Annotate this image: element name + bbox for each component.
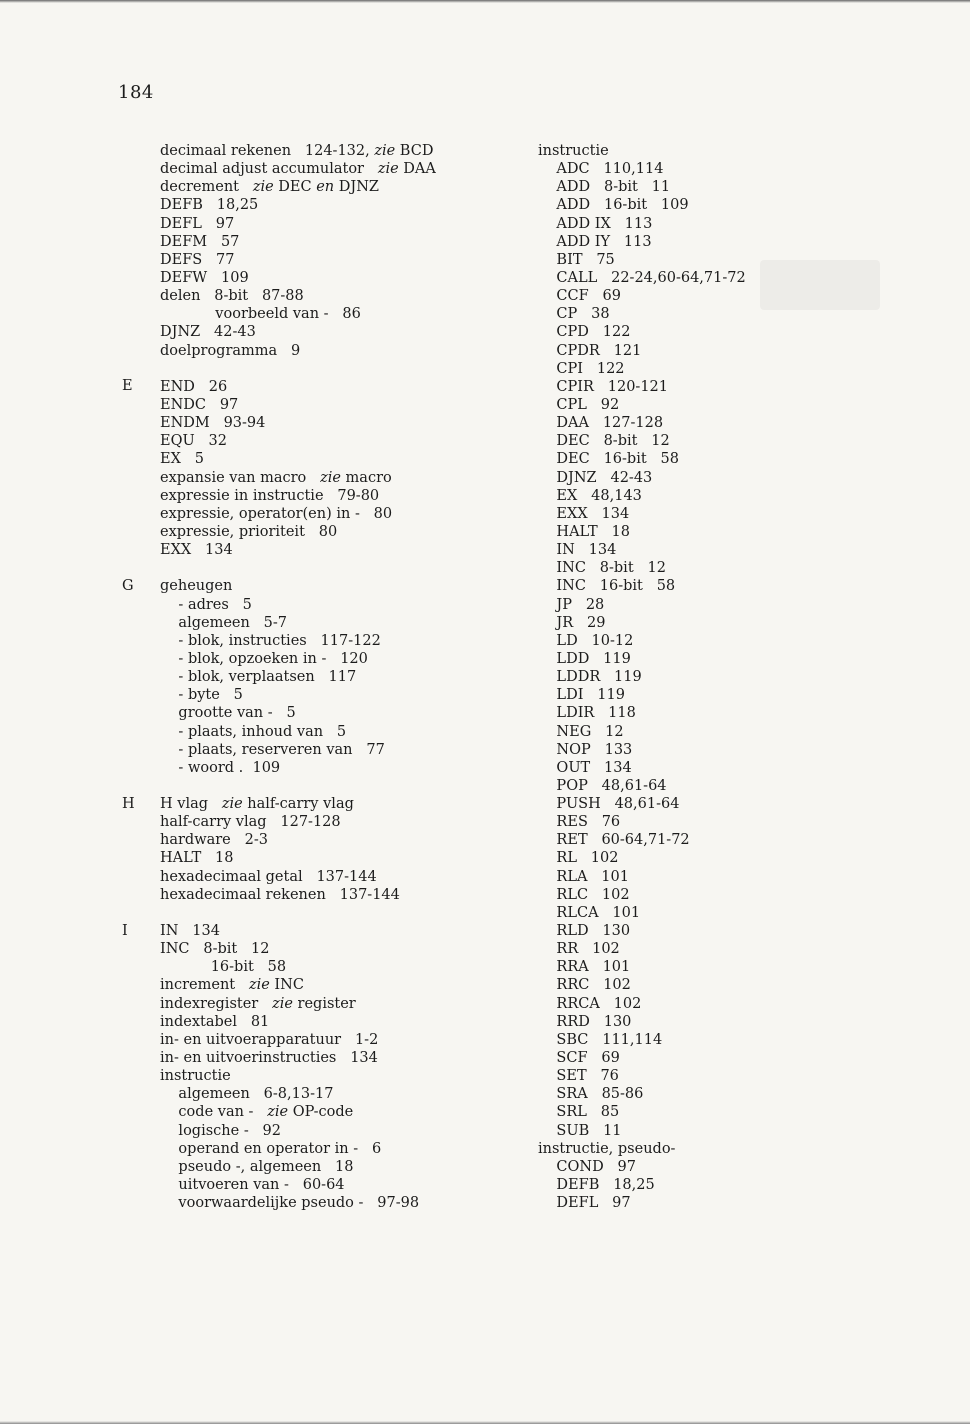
index-entry bbox=[160, 632, 520, 650]
entry-text: decimaal rekenen 124-132, bbox=[160, 143, 375, 159]
entry-text: expansie van macro bbox=[160, 469, 321, 486]
index-entry: DAA 127-128 bbox=[538, 415, 664, 432]
entry-text: - blok, opzoeken in - 120 bbox=[160, 650, 368, 667]
index-column-right bbox=[538, 142, 868, 1212]
entry-text: - plaats, reserveren van 77 bbox=[160, 741, 385, 758]
entry-text: hexadecimaal getal 137-144 bbox=[160, 868, 377, 885]
index-entry: EXX 134 bbox=[538, 505, 630, 522]
index-entry: OUT 134 bbox=[538, 759, 632, 776]
entry-text: BCD bbox=[395, 143, 434, 159]
entry-text: HALT 18 bbox=[160, 850, 234, 867]
index-entry: RRCA 102 bbox=[538, 995, 642, 1012]
index-entry: PUSH 48,61-64 bbox=[538, 796, 680, 813]
index-entry bbox=[160, 614, 520, 632]
index-entry: SRL 85 bbox=[538, 1104, 620, 1121]
index-entry: RL 102 bbox=[538, 850, 619, 867]
entry-text: algemeen 5-7 bbox=[160, 614, 288, 631]
entry-text: - woord . 109 bbox=[160, 759, 281, 776]
entry-text: DEC bbox=[273, 179, 317, 196]
index-entry: ADC 110,114 bbox=[538, 161, 664, 178]
index-entry bbox=[160, 868, 520, 886]
index-entry: instructie, pseudo- bbox=[538, 1140, 676, 1157]
index-entry: SUB 11 bbox=[538, 1122, 622, 1139]
index-entry: INC 16-bit 58 bbox=[538, 578, 676, 595]
entry-text: expressie, prioriteit 80 bbox=[160, 523, 338, 540]
entry-text: ENDM 93-94 bbox=[160, 415, 266, 432]
index-entry: CPIR 120-121 bbox=[538, 378, 669, 395]
index-gap bbox=[160, 360, 520, 378]
section-letter-i: I bbox=[122, 923, 128, 939]
entry-text: expressie, operator(en) in - 80 bbox=[160, 505, 393, 522]
entry-text: increment bbox=[160, 977, 249, 994]
index-entry: HALT 18 bbox=[538, 523, 630, 540]
index-entry bbox=[160, 487, 520, 505]
cross-reference-word: zie bbox=[267, 1104, 289, 1121]
entry-text: algemeen 6-8,13-17 bbox=[160, 1086, 334, 1103]
index-entry bbox=[160, 1049, 520, 1067]
entry-text: 16-bit 58 bbox=[160, 959, 287, 976]
index-entry: CPD 122 bbox=[538, 324, 631, 341]
index-entry: RRA 101 bbox=[538, 959, 631, 976]
index-entry bbox=[160, 849, 520, 867]
entry-text: DJNZ bbox=[334, 179, 379, 196]
entry-text: decimal adjust accumulator bbox=[160, 161, 378, 178]
entry-text: INC 8-bit 12 bbox=[160, 941, 270, 958]
index-entry: DEFB 18,25 bbox=[538, 1177, 655, 1194]
index-entry bbox=[160, 505, 520, 523]
index-entry bbox=[160, 305, 520, 323]
entry-text: EQU 32 bbox=[160, 433, 227, 450]
entry-text: - byte 5 bbox=[160, 687, 243, 704]
entry-text: delen 8-bit 87-88 bbox=[160, 288, 304, 305]
section-letter-h: H bbox=[122, 796, 135, 812]
cross-reference-word: zie bbox=[377, 161, 399, 178]
index-entry bbox=[160, 287, 520, 305]
index-entry bbox=[160, 1067, 520, 1085]
index-entry bbox=[160, 323, 520, 341]
index-entry: NOP 133 bbox=[538, 741, 633, 758]
index-entry bbox=[160, 741, 520, 759]
entry-text: voorbeeld van - 86 bbox=[160, 306, 361, 323]
entry-text: - blok, instructies 117-122 bbox=[160, 632, 381, 649]
index-entry: SCF 69 bbox=[538, 1050, 620, 1067]
entry-text: INC bbox=[269, 977, 304, 994]
index-entry bbox=[160, 958, 520, 976]
index-entry: DEC 8-bit 12 bbox=[538, 433, 670, 450]
entry-text: macro bbox=[340, 469, 392, 486]
entry-text: instructie bbox=[160, 1068, 231, 1085]
entry-text: logische - 92 bbox=[160, 1122, 281, 1139]
entry-text: in- en uitvoerinstructies 134 bbox=[160, 1050, 378, 1067]
index-entry: LDDR 119 bbox=[538, 669, 642, 686]
index-entry bbox=[160, 995, 520, 1013]
cross-reference-word: zie bbox=[252, 179, 274, 196]
index-entry bbox=[160, 1013, 520, 1031]
index-entry bbox=[160, 813, 520, 831]
index-entry bbox=[160, 723, 520, 741]
entry-text: OP-code bbox=[288, 1104, 354, 1121]
index-entry bbox=[160, 414, 520, 432]
entry-text: code van - bbox=[160, 1104, 268, 1121]
entry-text: DEFB 18,25 bbox=[160, 197, 259, 214]
index-entry: IN 134 bbox=[538, 542, 617, 559]
entry-text: hardware 2-3 bbox=[160, 832, 268, 849]
entry-text: H vlag bbox=[160, 796, 222, 813]
entry-text: voorwaardelijke pseudo - 97-98 bbox=[160, 1195, 420, 1212]
index-gap bbox=[160, 777, 520, 795]
index-entry bbox=[160, 650, 520, 668]
index-entry bbox=[160, 1031, 520, 1049]
cross-reference-word: zie bbox=[248, 977, 270, 994]
index-entry bbox=[160, 378, 520, 396]
entry-text: IN 134 bbox=[160, 923, 220, 940]
entry-text: EX 5 bbox=[160, 451, 204, 468]
entry-text: doelprogramma 9 bbox=[160, 342, 301, 359]
section-letter-g: G bbox=[122, 578, 134, 594]
index-entry: EX 48,143 bbox=[538, 487, 642, 504]
index-entry: JP 28 bbox=[538, 596, 605, 613]
index-entry: ADD 8-bit 11 bbox=[538, 179, 671, 196]
index-entry: CPL 92 bbox=[538, 396, 620, 413]
index-entry bbox=[160, 196, 520, 214]
index-entry: COND 97 bbox=[538, 1158, 637, 1175]
index-entry bbox=[160, 668, 520, 686]
cross-reference-word: en bbox=[316, 179, 335, 196]
cross-reference-word: zie bbox=[272, 995, 293, 1012]
index-entry: LDI 119 bbox=[538, 687, 625, 704]
entry-text: indexregister bbox=[160, 995, 273, 1012]
index-entry: DJNZ 42-43 bbox=[538, 469, 653, 486]
index-entry: JR 29 bbox=[538, 614, 606, 631]
index-entry: BIT 75 bbox=[538, 251, 615, 268]
index-entry: RLCA 101 bbox=[538, 904, 641, 921]
index-entry: SET 76 bbox=[538, 1068, 619, 1085]
entry-text: decrement bbox=[160, 179, 253, 196]
entry-text: END 26 bbox=[160, 378, 228, 395]
index-entry bbox=[160, 1103, 520, 1121]
index-entry: RRC 102 bbox=[538, 977, 631, 994]
cross-reference-word: zie bbox=[320, 469, 341, 486]
index-entry bbox=[160, 178, 520, 196]
index-gap bbox=[160, 559, 520, 577]
index-entry: ADD 16-bit 109 bbox=[538, 197, 689, 214]
section-letter-e: E bbox=[122, 378, 133, 394]
index-entry: CP 38 bbox=[538, 306, 610, 323]
index-entry: RET 60-64,71-72 bbox=[538, 832, 690, 849]
index-entry bbox=[160, 1176, 520, 1194]
index-entry: ADD IY 113 bbox=[538, 233, 652, 250]
index-entry bbox=[160, 759, 520, 777]
index-entry bbox=[160, 886, 520, 904]
index-entry: CCF 69 bbox=[538, 288, 621, 305]
cross-reference-word: zie bbox=[221, 796, 243, 813]
entry-text: hexadecimaal rekenen 137-144 bbox=[160, 886, 400, 903]
entry-text: half-carry vlag 127-128 bbox=[160, 814, 341, 831]
entry-text: in- en uitvoerapparatuur 1-2 bbox=[160, 1031, 379, 1048]
index-entry bbox=[160, 940, 520, 958]
entry-text: DJNZ 42-43 bbox=[160, 324, 256, 341]
entry-text: grootte van - 5 bbox=[160, 705, 296, 722]
entry-text: geheugen bbox=[160, 578, 233, 595]
index-entry bbox=[160, 233, 520, 251]
entry-text: expressie in instructie 79-80 bbox=[160, 487, 380, 504]
index-entry bbox=[160, 596, 520, 614]
index-entry bbox=[160, 922, 520, 940]
index-entry: CALL 22-24,60-64,71-72 bbox=[538, 269, 746, 286]
page-number: 184 bbox=[118, 82, 154, 103]
index-entry: CPDR 121 bbox=[538, 342, 642, 359]
entry-text: ENDC 97 bbox=[160, 396, 239, 413]
index-entry bbox=[160, 342, 520, 360]
index-entry bbox=[160, 160, 520, 178]
index-entry bbox=[160, 1122, 520, 1140]
index-entry: DEFL 97 bbox=[538, 1195, 631, 1212]
index-entry: LDIR 118 bbox=[538, 705, 636, 722]
index-column-left bbox=[160, 142, 520, 1212]
index-entry: RLA 101 bbox=[538, 868, 629, 885]
index-entry bbox=[160, 269, 520, 287]
index-entry bbox=[160, 215, 520, 233]
index-entry: RES 76 bbox=[538, 814, 621, 831]
index-entry bbox=[160, 396, 520, 414]
entry-text: DAA bbox=[398, 161, 436, 178]
entry-text: operand en operator in - 6 bbox=[160, 1140, 382, 1157]
index-entry bbox=[160, 523, 520, 541]
index-entry: RR 102 bbox=[538, 941, 620, 958]
cross-reference-word: zie bbox=[374, 143, 396, 159]
entry-text: register bbox=[292, 995, 356, 1012]
entry-text: - plaats, inhoud van 5 bbox=[160, 723, 347, 740]
index-entry: INC 8-bit 12 bbox=[538, 560, 666, 577]
entry-text: DEFW 109 bbox=[160, 269, 249, 286]
index-entry: POP 48,61-64 bbox=[538, 777, 667, 794]
index-entry: SBC 111,114 bbox=[538, 1031, 663, 1048]
index-gap bbox=[160, 904, 520, 922]
entry-text: EXX 134 bbox=[160, 542, 233, 559]
entry-text: DEFS 77 bbox=[160, 251, 235, 268]
index-entry: LDD 119 bbox=[538, 650, 631, 667]
index-entry: RRD 130 bbox=[538, 1013, 632, 1030]
index-entry bbox=[160, 976, 520, 994]
page-top-edge bbox=[0, 0, 970, 3]
entry-text: - adres 5 bbox=[160, 596, 252, 613]
index-entry: ADD IX 113 bbox=[538, 215, 653, 232]
index-entry: instructie bbox=[538, 143, 609, 159]
index-entry bbox=[160, 142, 520, 160]
index-entry bbox=[160, 1140, 520, 1158]
index-entry bbox=[160, 469, 520, 487]
index-entry bbox=[160, 577, 520, 595]
index-entry: SRA 85-86 bbox=[538, 1086, 644, 1103]
index-entry bbox=[160, 1194, 520, 1212]
index-entry bbox=[160, 432, 520, 450]
entry-text: indextabel 81 bbox=[160, 1013, 270, 1030]
index-entry bbox=[160, 1158, 520, 1176]
entry-text: uitvoeren van - 60-64 bbox=[160, 1177, 345, 1194]
index-entry: DEC 16-bit 58 bbox=[538, 451, 679, 468]
entry-text: half-carry vlag bbox=[242, 796, 354, 813]
entry-text: - blok, verplaatsen 117 bbox=[160, 669, 357, 686]
index-entry bbox=[160, 450, 520, 468]
index-entry bbox=[160, 541, 520, 559]
entry-text: DEFM 57 bbox=[160, 233, 240, 250]
index-entry bbox=[160, 686, 520, 704]
index-entry: NEG 12 bbox=[538, 723, 624, 740]
index-entry bbox=[160, 795, 520, 813]
index-entry bbox=[160, 1085, 520, 1103]
index-entry: CPI 122 bbox=[538, 360, 625, 377]
index-entry: LD 10-12 bbox=[538, 632, 634, 649]
index-entry bbox=[160, 704, 520, 722]
index-entry bbox=[160, 831, 520, 849]
entry-text: pseudo -, algemeen 18 bbox=[160, 1158, 354, 1175]
index-entry: RLD 130 bbox=[538, 923, 631, 940]
index-entry bbox=[160, 251, 520, 269]
entry-text: DEFL 97 bbox=[160, 215, 235, 232]
index-entry: RLC 102 bbox=[538, 886, 630, 903]
